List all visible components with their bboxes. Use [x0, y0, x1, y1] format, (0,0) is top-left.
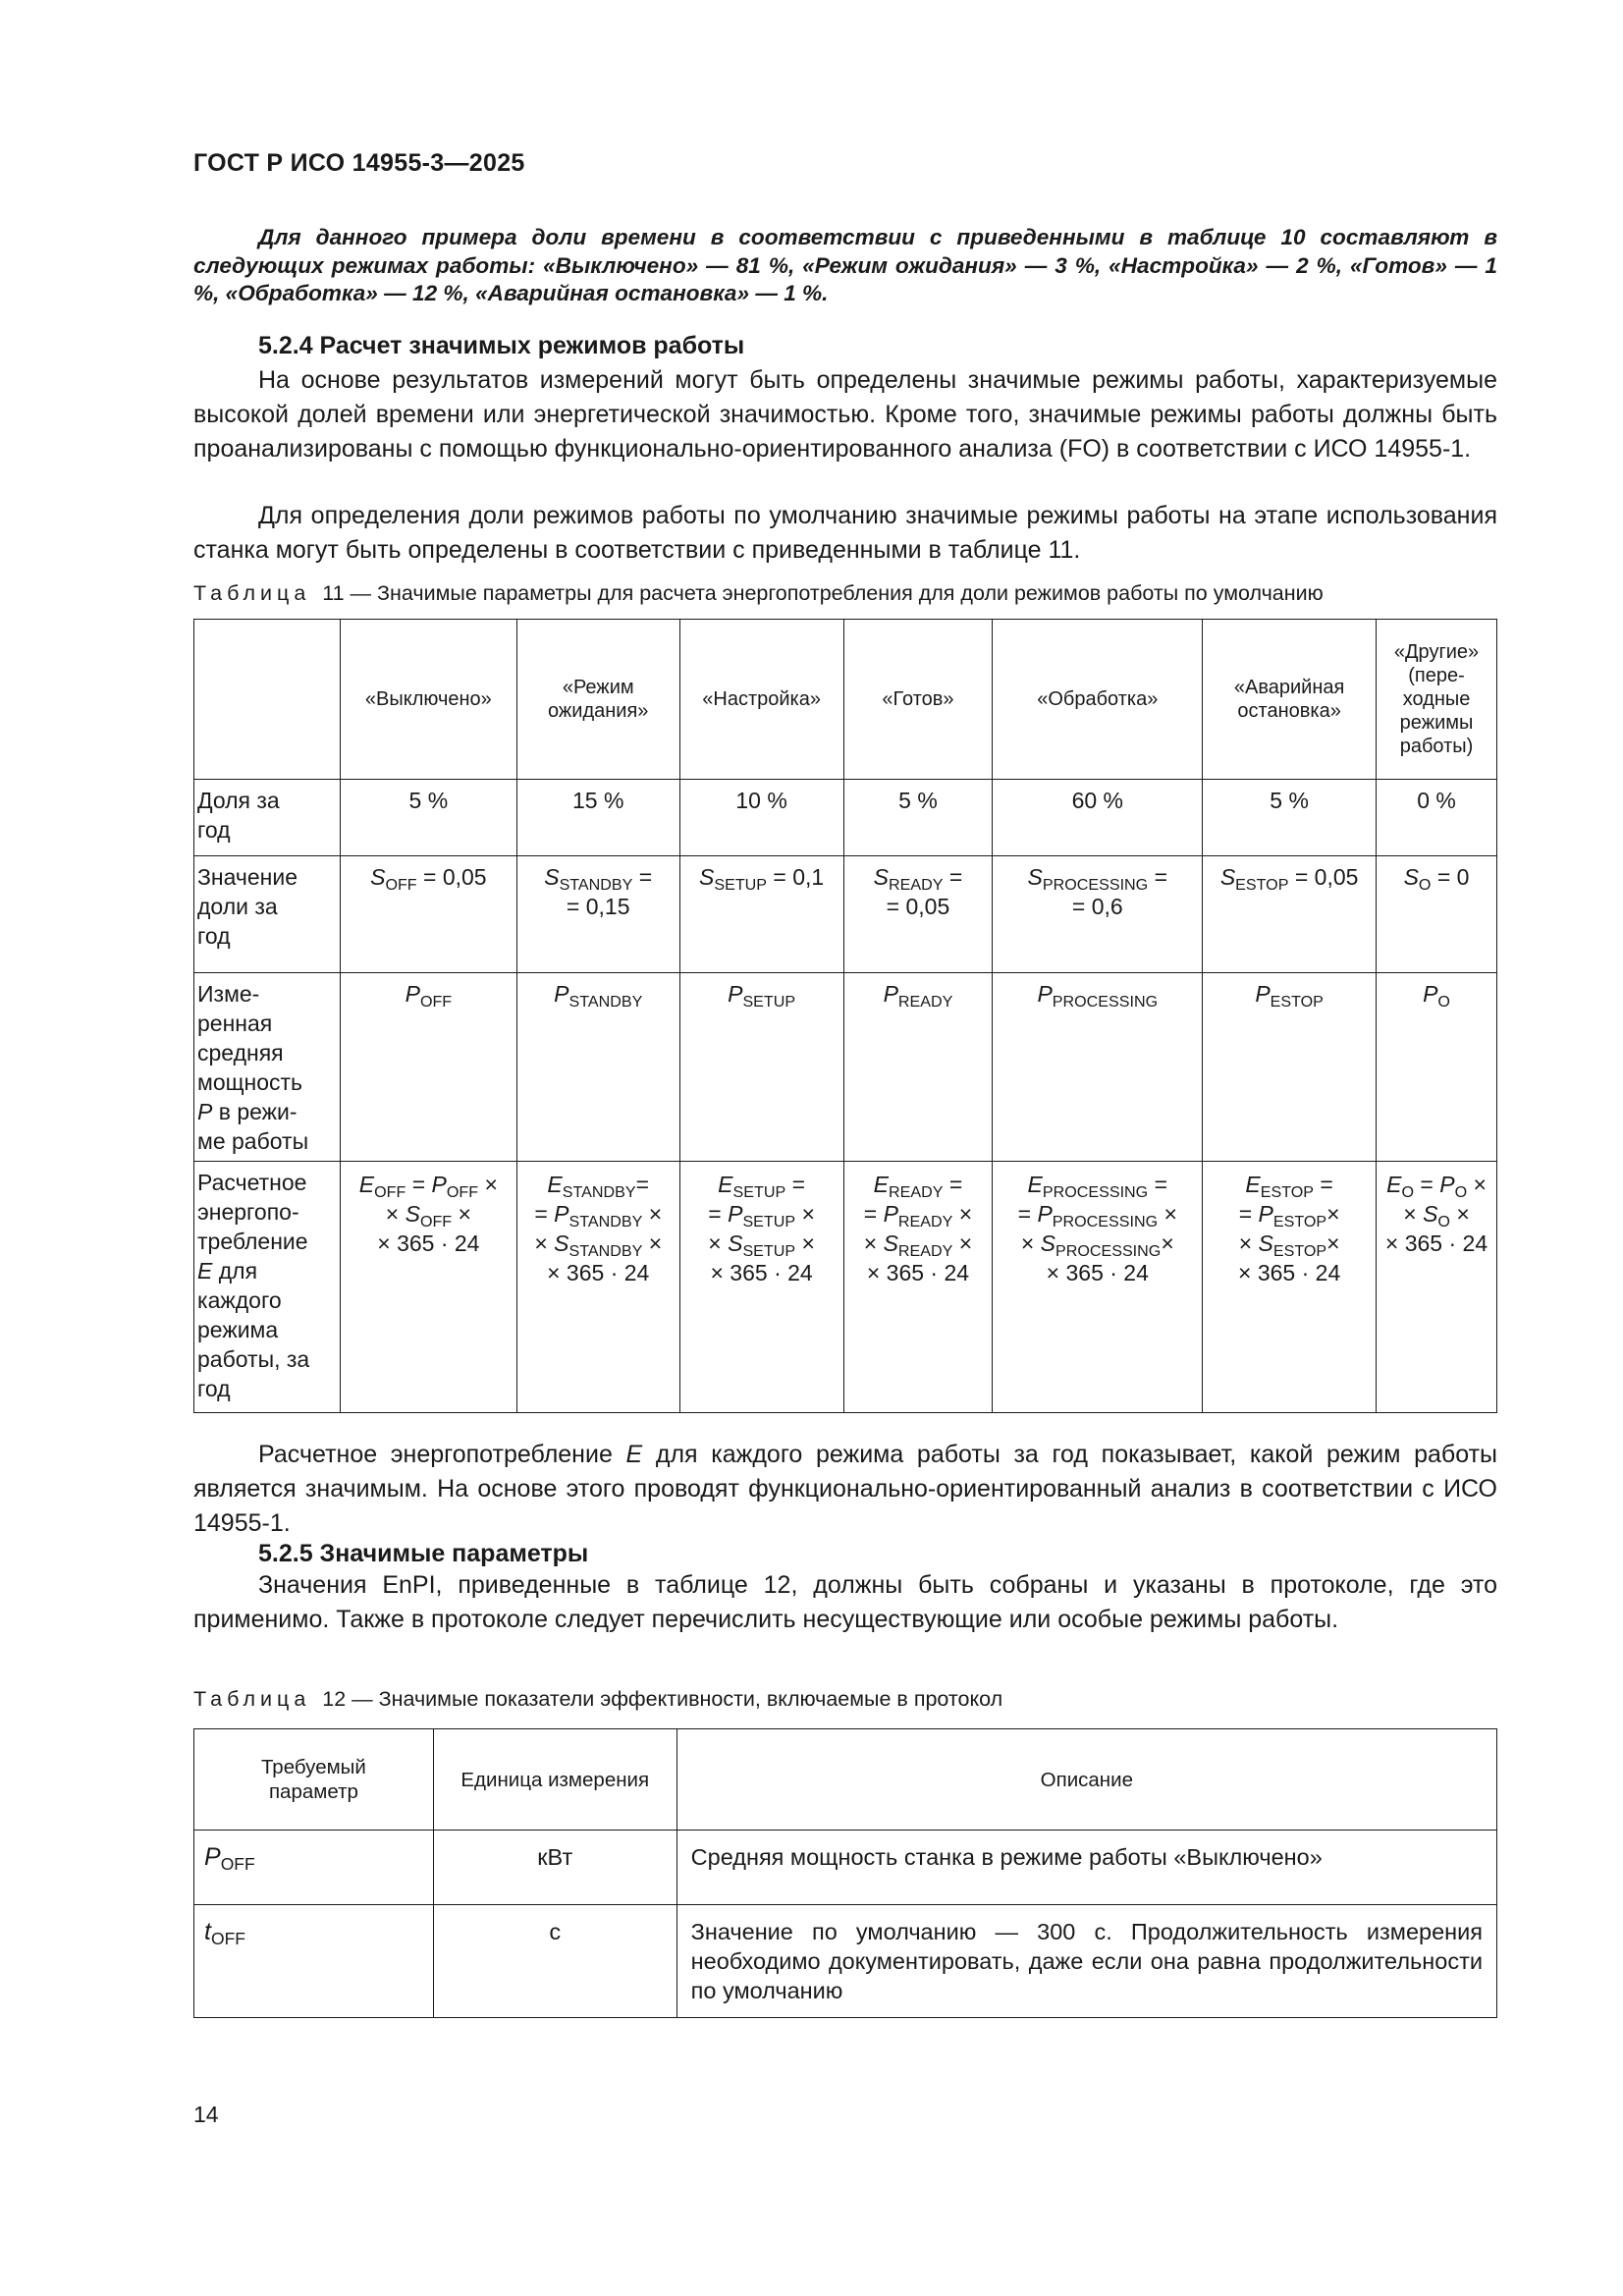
- table-cell: $P_{STANDBY}$: [516, 973, 679, 1162]
- table-cell: $E_{OFF} = P_{OFF}$ × × $S_{OFF}$ × × 365 · 24: [340, 1162, 516, 1413]
- table-cell: 5 %: [1203, 780, 1377, 856]
- table-cell: $S_{READY}$ = = 0,05: [843, 856, 993, 973]
- table-cell: $P_{OFF}$: [340, 973, 516, 1162]
- column-header: «Аварийная остановка»: [1203, 620, 1377, 780]
- table-cell: $E_{PROCESSING}$ = = $P_{PROCESSING}$ × × $S_{PROCESSING}\times$ × 365 · 24: [993, 1162, 1203, 1413]
- section-524-paragraph-1: На основе результатов измерений могут быть определены значимые режимы работы, характеризуемые высокой долей времени или энергетической значимостью. Кроме того, значимые режимы работы должны быть проанализированы с помощью функционально-ориентированного анализа (FO) в соответствии с ИСО 14955-1.: [193, 366, 1497, 463]
- column-header: «Готов»: [843, 620, 993, 780]
- section-524-paragraph-2: Для определения доли режимов работы по умолчанию значимые режимы работы на этапе использования станка могут быть определены в соответствии с приведенными в таблице 11.: [193, 502, 1497, 564]
- column-header: «Режим ожидания»: [516, 620, 679, 780]
- table-cell: $P_{PROCESSING}$: [993, 973, 1203, 1162]
- section-heading-524: 5.2.4 Расчет значимых режимов работы: [258, 332, 745, 359]
- table-cell: $S_{OFF} = 0,05$: [340, 856, 516, 973]
- table-cell: $S_{ESTOP} = 0,05$: [1203, 856, 1377, 973]
- table-cell: Значение по умолчанию — 300 с. Продолжительность измерения необходимо документировать, даже если она равна продолжительности по умолчанию: [676, 1905, 1496, 2018]
- table-cell: $P_O$: [1377, 973, 1497, 1162]
- column-header: «Другие» (пере- ходные режимы работы): [1377, 620, 1497, 780]
- section-heading-525: 5.2.5 Значимые параметры: [258, 1540, 589, 1567]
- table-cell: $E_{READY}$ = = $P_{READY}$ × × $S_{READY}$ × × 365 · 24: [843, 1162, 993, 1413]
- table-cell: $E_{STANDBY}=$ = $P_{STANDBY}$ × × $S_{STANDBY}$ × × 365 · 24: [516, 1162, 679, 1413]
- table-12-header-row: [194, 1729, 1497, 1831]
- row-label: Значение доли за год: [194, 856, 341, 973]
- table-cell: $E_{SETUP}$ = = $P_{SETUP}$ × × $S_{SETUP}$ × × 365 · 24: [679, 1162, 843, 1413]
- table-row-share-value: [194, 856, 1497, 973]
- row-label: Расчетное энергопо- требление E для каждого режима работы, за год: [194, 1162, 341, 1413]
- table-cell: $S_{SETUP} = 0,1$: [679, 856, 843, 973]
- table-cell: 5 %: [843, 780, 993, 856]
- section-525-paragraph: Значения EnPI, приведенные в таблице 12, должны быть собраны и указаны в протоколе, где это применимо. Также в протоколе следует перечислить несуществующие или особые режимы работы.: [193, 1571, 1497, 1633]
- table-cell: 0 %: [1377, 780, 1497, 856]
- table-cell: $P_{READY}$: [843, 973, 993, 1162]
- table-cell: $S_O = 0$: [1377, 856, 1497, 973]
- table-row: [194, 1905, 1497, 2018]
- table-cell: $S_{STANDBY}$ = = 0,15: [516, 856, 679, 973]
- after-table-11-paragraph: Расчетное энергопотребление E для каждого режима работы за год показывает, какой режим работы является значимым. На основе этого проводят функционально-ориентированный анализ в соответствии с ИСО 14955-1.: [193, 1441, 1497, 1537]
- example-text: Для данного примера доли времени в соответствии с приведенными в таблице 10 составляют в следующих режимах работы: «Выключено» — 81 %, «Режим ожидания» — 3 %, «Настройка» — 2 %, «Готов» — 1 %, «Обработка» — 12 %, «Аварийная остановка» — 1 %.: [193, 225, 1497, 305]
- table-row: [194, 1831, 1497, 1905]
- table-cell: кВт: [433, 1831, 676, 1905]
- column-header: «Настройка»: [679, 620, 843, 780]
- column-header: «Выключено»: [340, 620, 516, 780]
- table-cell: $P_{ESTOP}$: [1203, 973, 1377, 1162]
- table-11-header-row: [194, 620, 1497, 780]
- standard-header: ГОСТ Р ИСО 14955-3—2025: [193, 149, 525, 177]
- table-cell: с: [433, 1905, 676, 2018]
- row-label: Изме- ренная средняя мощность P в режи- ме работы: [194, 973, 341, 1162]
- table-cell: 10 %: [679, 780, 843, 856]
- column-header: Описание: [676, 1729, 1496, 1831]
- table-12-caption: Таблица 12 — Значимые показатели эффективности, включаемые в протокол: [193, 1687, 1003, 1711]
- page-number: 14: [193, 2102, 219, 2127]
- table-cell: $S_{PROCESSING}$ = = 0,6: [993, 856, 1203, 973]
- table-cell: $P_{OFF}$: [194, 1831, 434, 1905]
- table-cell: $P_{SETUP}$: [679, 973, 843, 1162]
- table-cell: $E_{ESTOP}$ = = $P_{ESTOP}\times$ × $S_{ESTOP}\times$ × 365 · 24: [1203, 1162, 1377, 1413]
- table-cell: Средняя мощность станка в режиме работы «Выключено»: [676, 1831, 1496, 1905]
- example-note: [193, 224, 1497, 308]
- table-cell: $t_{OFF}$: [194, 1905, 434, 2018]
- row-label: Доля за год: [194, 780, 341, 856]
- table-row-energy: [194, 1162, 1497, 1413]
- table-cell: $E_O = P_O$ × × $S_O$ × × 365 · 24: [1377, 1162, 1497, 1413]
- table-11: [193, 619, 1497, 1413]
- table-11-corner-cell: [194, 620, 341, 780]
- table-11-caption: Таблица 11 — Значимые параметры для расчета энергопотребления для доли режимов работы по умолчанию: [193, 581, 1324, 605]
- table-12: [193, 1728, 1497, 2018]
- table-cell: 15 %: [516, 780, 679, 856]
- table-row-power: [194, 973, 1497, 1162]
- table-cell: 5 %: [340, 780, 516, 856]
- table-row-share: [194, 780, 1497, 856]
- column-header: Единица измерения: [433, 1729, 676, 1831]
- table-cell: 60 %: [993, 780, 1203, 856]
- column-header: «Обработка»: [993, 620, 1203, 780]
- column-header: Требуемый параметр: [194, 1729, 434, 1831]
